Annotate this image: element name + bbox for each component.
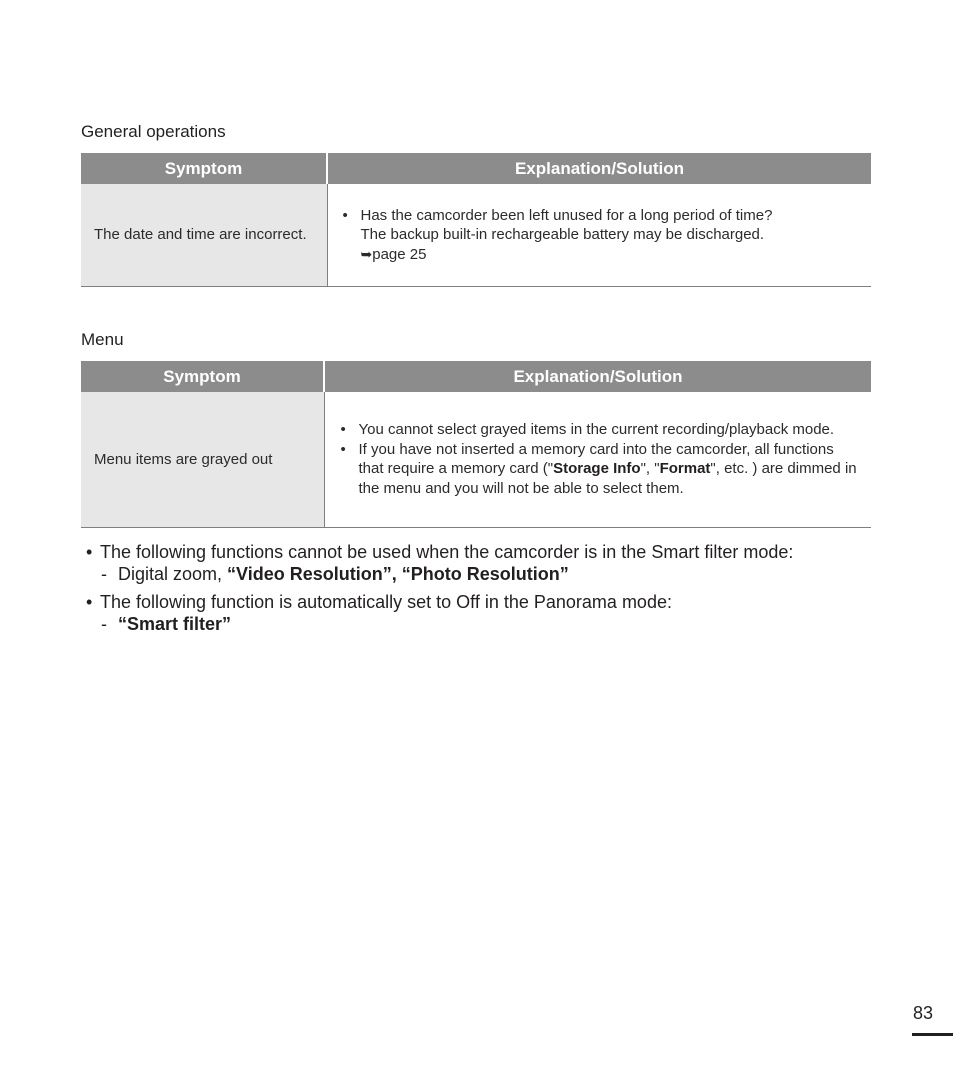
solution-cell [324, 392, 871, 527]
solution-line: Has the camcorder been left unused for a long period of time? [360, 206, 773, 224]
general-operations-table [81, 153, 871, 287]
note-subitem [100, 563, 866, 585]
solution-cell [327, 184, 871, 286]
header-solution: Explanation/Solution [324, 361, 871, 392]
bullet-icon: • [342, 206, 348, 224]
note-item [86, 591, 866, 635]
note-text: The following function is automatically set to Off in the Panorama mode: [100, 592, 672, 612]
note-subitem-emphasis: “Smart filter” [118, 614, 232, 634]
page-number: 83 [912, 1003, 933, 1023]
section-heading-menu: Menu [81, 330, 124, 349]
symptom-cell [81, 392, 324, 527]
bullet-icon: • [340, 421, 346, 439]
page-reference: page 25 [372, 245, 427, 263]
bullet-icon: • [86, 542, 93, 562]
solution-item [339, 420, 860, 440]
page-number-rule [912, 1033, 953, 1036]
menu-table [81, 361, 871, 528]
bullet-icon: • [86, 592, 93, 612]
solution-text: You cannot select grayed items in the current recording/playback mode. [358, 421, 835, 439]
menu-option-storage-info: Storage Info [553, 460, 641, 478]
header-solution: Explanation/Solution [327, 153, 871, 184]
table-row [81, 392, 871, 527]
dash-marker: - [101, 564, 107, 584]
solution-text: ", etc. ) are dimmed in the menu and you will not be able to select them. [358, 460, 857, 497]
note-subitem-emphasis: “Video Resolution”, “Photo Resolution” [227, 564, 569, 584]
symptom-cell [81, 184, 327, 286]
solution-line: The backup built-in rechargeable battery may be discharged. [360, 226, 765, 243]
symptom-text: Menu items are grayed out [94, 450, 273, 468]
bullet-icon: • [340, 440, 346, 458]
table-header-row [81, 361, 871, 392]
solution-item [339, 440, 860, 499]
header-symptom: Symptom [81, 361, 324, 392]
table-row [81, 184, 871, 286]
solution-text: ", " [640, 460, 660, 478]
solution-item [341, 206, 858, 265]
note-subitem-text: Digital zoom, [118, 564, 228, 584]
symptom-text: The date and time are incorrect. [94, 226, 307, 243]
note-item [86, 541, 866, 585]
header-symptom: Symptom [81, 153, 327, 184]
note-subitem [100, 613, 866, 635]
solution-text: If you have not inserted a memory card into the camcorder, all functions that require a memory card (" [358, 440, 834, 478]
note-text: The following functions cannot be used when the camcorder is in the Smart filter mode: [100, 542, 794, 562]
dash-marker: - [101, 614, 107, 634]
notes-list [86, 541, 866, 641]
section-heading-general: General operations [81, 122, 226, 141]
menu-option-format: Format [659, 460, 711, 478]
table-header-row [81, 153, 871, 184]
page-reference-arrow-icon: ➥ [360, 245, 373, 262]
